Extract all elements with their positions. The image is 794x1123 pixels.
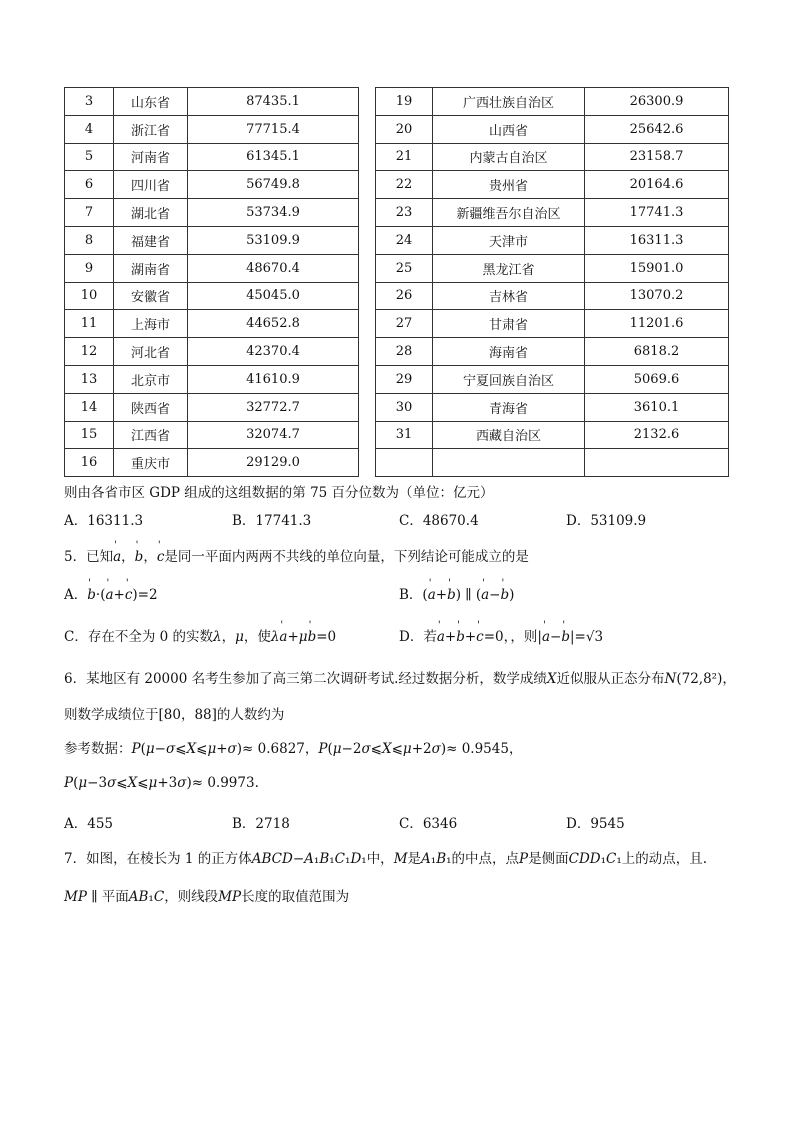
gdp-cell: 5069.6 <box>585 365 729 393</box>
province-cell: 西藏自治区 <box>433 421 585 449</box>
province-cell: 上海市 <box>114 310 188 338</box>
rank-cell: 23 <box>376 199 433 227</box>
q6-line2: 则数学成绩位于[80，88]的人数约为 <box>64 707 285 723</box>
q4-option-d: D．53109.9 <box>566 513 647 529</box>
q5-option-b: B．(' a+' b) ∥ (' a−' b) <box>399 583 514 603</box>
rank-cell: 3 <box>65 88 114 116</box>
table-row <box>65 143 729 171</box>
table-row <box>65 310 729 338</box>
q4-option-a: A．16311.3 <box>64 513 144 529</box>
q6-option-d: D．9545 <box>566 816 625 832</box>
rank-cell <box>376 449 433 477</box>
gdp-cell: 23158.7 <box>585 143 729 171</box>
q7-stem: 7．如图，在棱长为 1 的正方体ABCD−A₁B₁C₁D₁中，M是A₁B₁的中点，点P是侧面CDD₁C₁上的动点，且. <box>64 851 708 867</box>
q5-stem: 5．已知' a，' b，' c是同一平面内两两不共线的单位向量，下列结论可能成立的是 <box>64 545 529 565</box>
gap-cell <box>359 421 376 449</box>
rank-cell: 8 <box>65 226 114 254</box>
gap-cell <box>359 393 376 421</box>
rank-cell: 4 <box>65 115 114 143</box>
q4-option-c: C．48670.4 <box>399 513 479 529</box>
gap-cell <box>359 254 376 282</box>
q6-option-b: B．2718 <box>232 816 290 832</box>
gdp-cell: 6818.2 <box>585 338 729 366</box>
province-cell <box>433 449 585 477</box>
rank-cell: 11 <box>65 310 114 338</box>
table-row <box>65 421 729 449</box>
gdp-cell: 41610.9 <box>188 365 359 393</box>
gdp-cell: 32074.7 <box>188 421 359 449</box>
gdp-cell: 17741.3 <box>585 199 729 227</box>
rank-cell: 26 <box>376 282 433 310</box>
rank-cell: 9 <box>65 254 114 282</box>
province-cell: 甘肃省 <box>433 310 585 338</box>
gdp-table <box>64 87 729 477</box>
province-cell: 北京市 <box>114 365 188 393</box>
rank-cell: 14 <box>65 393 114 421</box>
table-row <box>65 393 729 421</box>
q5-option-a: A．' b·(' a+' c)=2 <box>64 583 158 603</box>
gdp-cell: 48670.4 <box>188 254 359 282</box>
gdp-cell: 87435.1 <box>188 88 359 116</box>
rank-cell: 24 <box>376 226 433 254</box>
rank-cell: 21 <box>376 143 433 171</box>
gdp-cell: 61345.1 <box>188 143 359 171</box>
gdp-cell: 26300.9 <box>585 88 729 116</box>
province-cell: 福建省 <box>114 226 188 254</box>
gdp-cell: 11201.6 <box>585 310 729 338</box>
q7-line2: MP ∥ 平面AB₁C，则线段MP长度的取值范围为 <box>64 889 350 905</box>
rank-cell: 29 <box>376 365 433 393</box>
gdp-cell: 20164.6 <box>585 171 729 199</box>
gdp-cell: 32772.7 <box>188 393 359 421</box>
rank-cell: 30 <box>376 393 433 421</box>
gap-cell <box>359 143 376 171</box>
q4-stem: 则由各省市区 GDP 组成的这组数据的第 75 百分位数为（单位：亿元） <box>64 485 494 501</box>
province-cell: 新疆维吾尔自治区 <box>433 199 585 227</box>
province-cell: 浙江省 <box>114 115 188 143</box>
table-row <box>65 338 729 366</box>
province-cell: 吉林省 <box>433 282 585 310</box>
gdp-cell: 3610.1 <box>585 393 729 421</box>
gap-cell <box>359 338 376 366</box>
table-row <box>65 115 729 143</box>
q5-option-c: C．存在不全为 0 的实数λ，μ，使λ' a+μ' b=0 <box>64 625 336 645</box>
gdp-cell: 44652.8 <box>188 310 359 338</box>
gap-cell <box>359 171 376 199</box>
gap-cell <box>359 199 376 227</box>
province-cell: 四川省 <box>114 171 188 199</box>
q6-option-c: C．6346 <box>399 816 458 832</box>
province-cell: 河北省 <box>114 338 188 366</box>
gdp-cell: 53109.9 <box>188 226 359 254</box>
rank-cell: 15 <box>65 421 114 449</box>
province-cell: 湖北省 <box>114 199 188 227</box>
rank-cell: 6 <box>65 171 114 199</box>
table-row <box>65 282 729 310</box>
rank-cell: 20 <box>376 115 433 143</box>
gdp-cell: 42370.4 <box>188 338 359 366</box>
gdp-cell: 16311.3 <box>585 226 729 254</box>
gap-cell <box>359 449 376 477</box>
province-cell: 江西省 <box>114 421 188 449</box>
gap-cell <box>359 310 376 338</box>
rank-cell: 22 <box>376 171 433 199</box>
rank-cell: 25 <box>376 254 433 282</box>
table-row <box>65 88 729 116</box>
province-cell: 天津市 <box>433 226 585 254</box>
q6-reference-data: 参考数据：P(μ−σ⩽X⩽μ+σ)≈ 0.6827，P(μ−2σ⩽X⩽μ+2σ)≈ 0.9545， <box>64 741 523 757</box>
province-cell: 青海省 <box>433 393 585 421</box>
province-cell: 山西省 <box>433 115 585 143</box>
province-cell: 内蒙古自治区 <box>433 143 585 171</box>
rank-cell: 19 <box>376 88 433 116</box>
province-cell: 河南省 <box>114 143 188 171</box>
rank-cell: 31 <box>376 421 433 449</box>
gdp-cell: 77715.4 <box>188 115 359 143</box>
province-cell: 山东省 <box>114 88 188 116</box>
gdp-cell: 13070.2 <box>585 282 729 310</box>
rank-cell: 27 <box>376 310 433 338</box>
gdp-cell: 15901.0 <box>585 254 729 282</box>
gdp-cell <box>585 449 729 477</box>
rank-cell: 7 <box>65 199 114 227</box>
rank-cell: 13 <box>65 365 114 393</box>
rank-cell: 12 <box>65 338 114 366</box>
rank-cell: 10 <box>65 282 114 310</box>
gdp-cell: 53734.9 <box>188 199 359 227</box>
province-cell: 广西壮族自治区 <box>433 88 585 116</box>
rank-cell: 28 <box>376 338 433 366</box>
table-row <box>65 365 729 393</box>
province-cell: 海南省 <box>433 338 585 366</box>
q4-option-b: B．17741.3 <box>232 513 312 529</box>
gap-cell <box>359 88 376 116</box>
table-row <box>65 171 729 199</box>
gap-cell <box>359 282 376 310</box>
gap-cell <box>359 226 376 254</box>
table-row <box>65 449 729 477</box>
q6-stem: 6．某地区有 20000 名考生参加了高三第二次调研考试.经过数据分析，数学成绩X近似服从正态分布N(72,8²)， <box>64 671 736 687</box>
province-cell: 陕西省 <box>114 393 188 421</box>
q6-reference-data-2: P(μ−3σ⩽X⩽μ+3σ)≈ 0.9973. <box>64 775 259 791</box>
gdp-cell: 56749.8 <box>188 171 359 199</box>
gdp-cell: 2132.6 <box>585 421 729 449</box>
gdp-cell: 29129.0 <box>188 449 359 477</box>
gap-cell <box>359 115 376 143</box>
gap-cell <box>359 365 376 393</box>
rank-cell: 5 <box>65 143 114 171</box>
table-row <box>65 199 729 227</box>
rank-cell: 16 <box>65 449 114 477</box>
table-row <box>65 226 729 254</box>
gdp-cell: 25642.6 <box>585 115 729 143</box>
province-cell: 宁夏回族自治区 <box>433 365 585 393</box>
q5-option-d: D．若' a+' b+' c=0，，则|' a−' b|=√3 <box>399 625 603 645</box>
gdp-cell: 45045.0 <box>188 282 359 310</box>
province-cell: 安徽省 <box>114 282 188 310</box>
province-cell: 重庆市 <box>114 449 188 477</box>
province-cell: 黑龙江省 <box>433 254 585 282</box>
table-row <box>65 254 729 282</box>
q6-option-a: A．455 <box>64 816 114 832</box>
province-cell: 贵州省 <box>433 171 585 199</box>
province-cell: 湖南省 <box>114 254 188 282</box>
